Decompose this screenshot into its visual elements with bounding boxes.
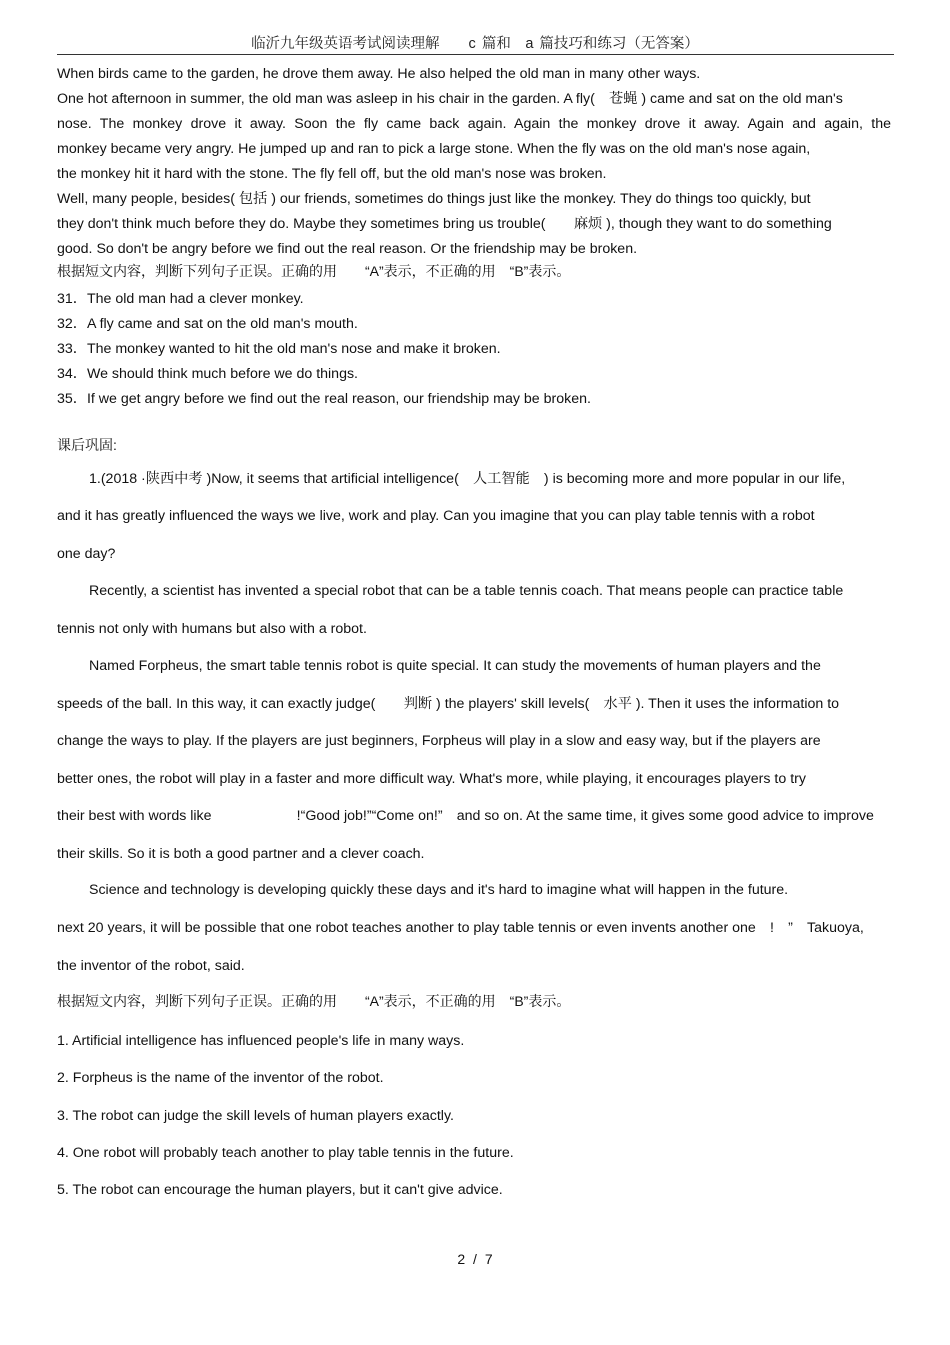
header-rule bbox=[57, 54, 894, 55]
review-question-3: 3. The robot can judge the skill levels of human players exactly. bbox=[57, 1108, 454, 1124]
review-instruction: 根据短文内容，判断下列句子正误。正确的用 “A”表示，不正确的用 “B”表示。 bbox=[57, 993, 571, 1009]
passage1-line: When birds came to the garden, he drove them away. He also helped the old man in many other ways. bbox=[57, 66, 701, 82]
question-32: 32．A fly came and sat on the old man's mouth. bbox=[57, 316, 358, 332]
review-line: one day? bbox=[57, 546, 116, 562]
question-33: 33．The monkey wanted to hit the old man's nose and make it broken. bbox=[57, 341, 501, 357]
review-question-2: 2. Forpheus is the name of the inventor of the robot. bbox=[57, 1070, 384, 1086]
question-35: 35．If we get angry before we find out the real reason, our friendship may be broken. bbox=[57, 391, 591, 407]
passage1-line: they don't think much before they do. Maybe they sometimes bring us trouble( 麻烦 ), though they want to do something bbox=[57, 216, 832, 232]
review-line: speeds of the ball. In this way, it can exactly judge( 判断 ) the players' skill levels( 水平 ). Then it uses the information to bbox=[57, 696, 840, 712]
review-line: Named Forpheus, the smart table tennis robot is quite special. It can study the movements of human players and the bbox=[89, 658, 821, 674]
review-line: their best with words like !“Good job!”“Come on!” and so on. At the same time, it gives some good advice to improve bbox=[57, 808, 874, 824]
passage1-line: monkey became very angry. He jumped up and ran to pick a large stone. When the fly was on the old man's nose again, bbox=[57, 141, 811, 157]
review-line: better ones, the robot will play in a faster and more difficult way. What's more, while playing, it encourages players to try bbox=[57, 771, 806, 787]
passage1-instruction: 根据短文内容，判断下列句子正误。正确的用 “A”表示，不正确的用 “B”表示。 bbox=[57, 263, 571, 279]
question-34: 34．We should think much before we do things. bbox=[57, 366, 358, 382]
review-line: and it has greatly influenced the ways we live, work and play. Can you imagine that you can play table tennis with a robot bbox=[57, 508, 815, 524]
review-line: change the ways to play. If the players are just beginners, Forpheus will play in a slow and easy way, but if the players are bbox=[57, 733, 821, 749]
review-line: 1.(2018 ·陕西中考 )Now, it seems that artificial intelligence( 人工智能 ) is becoming more and more popular in our life, bbox=[89, 471, 846, 487]
passage1-line: Well, many people, besides( 包括 ) our friends, sometimes do things just like the monkey. They do things too quickly, but bbox=[57, 191, 811, 207]
question-31: 31．The old man had a clever monkey. bbox=[57, 291, 304, 307]
page-number: 2 / 7 bbox=[457, 1251, 493, 1267]
review-question-1: 1. Artificial intelligence has influenced people's life in many ways. bbox=[57, 1033, 465, 1049]
page-header: 临沂九年级英语考试阅读理解 c 篇和 a 篇技巧和练习（无答案） bbox=[251, 36, 699, 52]
passage1-line: the monkey hit it hard with the stone. The fly fell off, but the old man's nose was broken. bbox=[57, 166, 607, 182]
review-line: next 20 years, it will be possible that one robot teaches another to play table tennis or even invents another one ! ” Takuoya, bbox=[57, 920, 864, 936]
review-line: Science and technology is developing quickly these days and it's hard to imagine what will happen in the future. bbox=[89, 882, 789, 898]
review-line: Recently, a scientist has invented a special robot that can be a table tennis coach. That means people can practice table bbox=[89, 583, 844, 599]
passage1-line: nose. The monkey drove it away. Soon the fly came back again. Again the monkey drove it away. Again and again, the bbox=[57, 116, 891, 132]
review-question-5: 5. The robot can encourage the human players, but it can't give advice. bbox=[57, 1182, 503, 1198]
review-heading: 课后巩固: bbox=[57, 437, 117, 453]
review-question-4: 4. One robot will probably teach another to play table tennis in the future. bbox=[57, 1145, 514, 1161]
review-line: their skills. So it is both a good partner and a clever coach. bbox=[57, 846, 425, 862]
review-line: tennis not only with humans but also with a robot. bbox=[57, 621, 367, 637]
passage1-line: One hot afternoon in summer, the old man was asleep in his chair in the garden. A fly( 苍蝇 ) came and sat on the old man's bbox=[57, 91, 843, 107]
review-line: the inventor of the robot, said. bbox=[57, 958, 245, 974]
passage1-line: good. So don't be angry before we find out the real reason. Or the friendship may be broken. bbox=[57, 241, 638, 257]
